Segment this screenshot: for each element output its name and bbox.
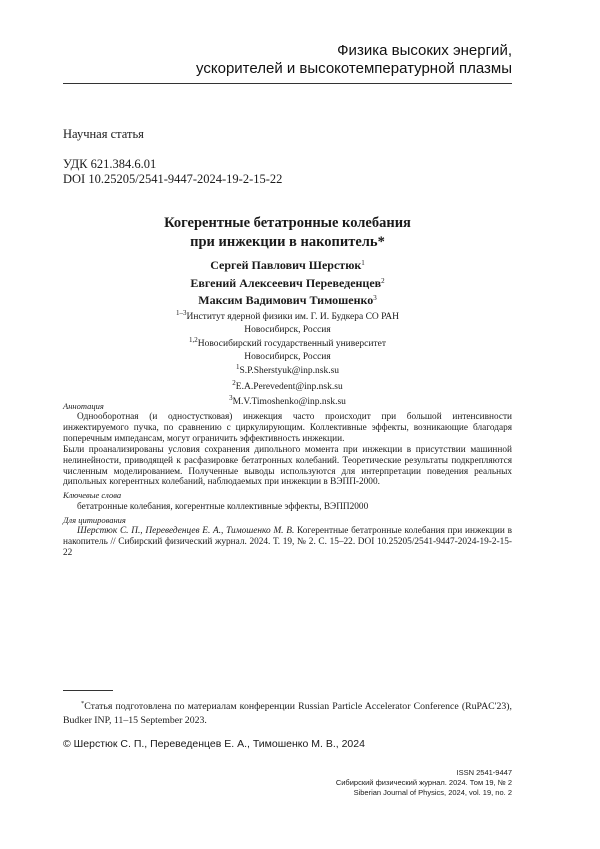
article-title-line1: Когерентные бетатронные колебания	[164, 215, 411, 231]
author-name: Евгений Алексеевич Переведенцев	[190, 275, 382, 290]
author-affil-marker: 1	[361, 259, 365, 267]
author-affil-marker: 3	[373, 294, 377, 302]
header-divider	[63, 83, 512, 84]
email-line	[63, 393, 512, 409]
email-link[interactable]: M.V.Timoshenko@inp.nsk.su	[232, 397, 346, 407]
email-line	[63, 362, 512, 378]
email-link[interactable]: E.A.Perevedent@inp.nsk.su	[235, 381, 343, 392]
copyright: © Шерстюк С. П., Переведенцев Е. А., Тимошенко М. В., 2024	[63, 738, 365, 750]
affiliation	[63, 334, 512, 363]
title-footnote-marker[interactable]: *	[377, 233, 385, 250]
journal-citation-ru: Сибирский физический журнал. 2024. Том 19, № 2	[335, 778, 512, 787]
article-type: Научная статья	[63, 127, 144, 141]
article-title	[63, 214, 512, 251]
article-title-line2	[63, 233, 512, 252]
affiliation-city: Новосибирск, Россия	[244, 324, 331, 335]
journal-citation-en: Siberian Journal of Physics, 2024, vol. 19, no. 2	[353, 788, 512, 797]
citation-authors: Шерстюк С. П., Переведенцев Е. А., Тимошенко М. В.	[77, 526, 295, 536]
journal-section-line1: Физика высоких энергий,	[337, 42, 512, 59]
email-marker: 3	[229, 394, 233, 402]
affiliation-city: Новосибирск, Россия	[244, 351, 331, 362]
article-title-line2-text: при инжекции в накопитель	[190, 233, 378, 250]
author	[63, 291, 512, 309]
affiliation	[63, 307, 512, 336]
author-list	[63, 256, 512, 309]
affiliation-line1	[63, 334, 512, 351]
journal-issn-block	[212, 768, 512, 798]
doi[interactable]: DOI 10.25205/2541-9447-2024-19-2-15-22	[63, 172, 283, 186]
author-name: Максим Вадимович Тимошенко	[198, 293, 374, 307]
affiliation-institute: Институт ядерной физики им. Г. И. Будкера СО РАН	[186, 312, 399, 322]
email-marker: 2	[232, 378, 236, 387]
author	[63, 256, 512, 274]
citation-label: Для цитирования	[63, 515, 126, 525]
keywords-text: бетатронные колебания, когерентные коллективные эффекты, ВЭПП2000	[77, 502, 369, 512]
email-link[interactable]: S.P.Sherstyuk@inp.nsk.su	[239, 366, 340, 376]
issn: ISSN 2541-9447	[456, 768, 512, 777]
journal-section-line2: ускорителей и высокотемпературной плазмы	[196, 60, 512, 77]
author-affil-marker: 2	[381, 276, 385, 285]
journal-section-header	[132, 42, 512, 78]
udk-code: УДК 621.384.6.01	[63, 157, 157, 171]
abstract-label: Аннотация	[63, 401, 104, 411]
citation-text	[63, 526, 512, 559]
citation-body: Когерентные бетатронные колебания при инжекции в накопитель // Сибирский физический журнал. 2024. Т. 19, № 2. С. 15–22. DOI 10.25205/2541-9447-2024-19-2-15-22	[63, 526, 512, 558]
footnote-marker: *	[81, 700, 85, 707]
abstract-paragraph-2: Были проанализированы условия сохранения дипольного момента при инжекции в присутствии машинной нелинейности, приводящей к расфазировке бетатронных колебаний. Теоретические результаты подкрепляются численным моделированием. Полученные выводы используются для интерпретации поведения реальных дипольных когерентных колебаний, наблюдаемых при инжекции в ВЭПП-2000.	[63, 445, 512, 488]
author-name: Сергей Павлович Шерстюк	[210, 258, 362, 272]
abstract-paragraph-1: Однооборотная (и одностустковая) инжекция часто происходит при большой интенсивности инжектируемого пучка, по сравнению с циркулирующим. Коллективные эффекты, возникающие благодаря поперечным импедансам, могут ограничить эффективность инжекции.	[63, 412, 512, 444]
author	[63, 274, 512, 292]
affiliation-line1	[63, 307, 512, 324]
email-line	[63, 378, 512, 394]
affiliation-marker: 1,2	[189, 336, 198, 344]
footnote-text: Статья подготовлена по материалам конференции Russian Particle Accelerator Conference (RuPAC'23), Budker INP, 11–15 September 2023.	[63, 701, 512, 726]
affiliation-institute: Новосибирский государственный университет	[197, 339, 386, 349]
email-marker: 1	[235, 363, 240, 371]
keywords-label: Ключевые слова	[63, 490, 122, 500]
footnote-divider	[63, 690, 113, 691]
footnote	[63, 697, 512, 727]
email-list	[63, 362, 512, 409]
affiliation-marker: 1–3	[176, 309, 187, 317]
